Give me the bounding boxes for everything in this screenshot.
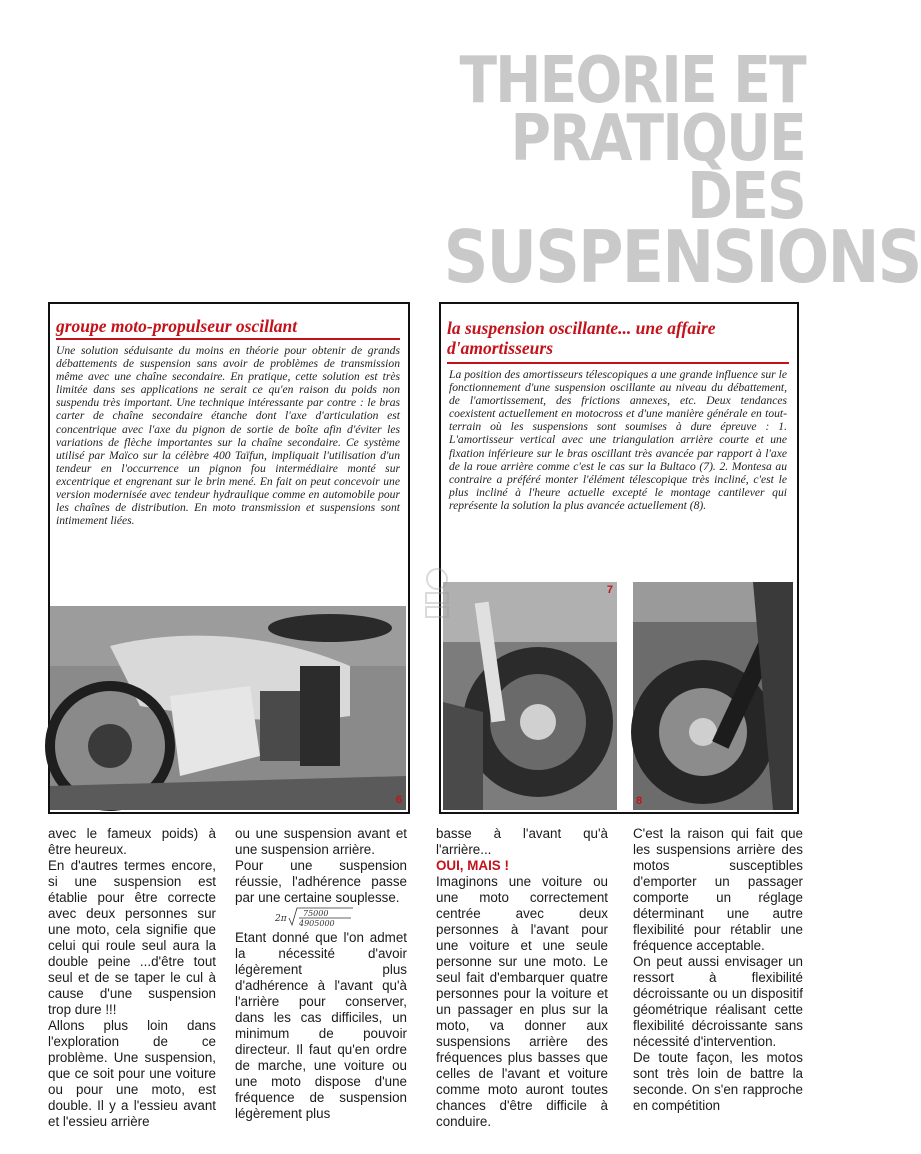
paragraph: Allons plus loin dans l'exploration de ce problème. Une suspension, que ce soit pour une voiture ou pour une moto, est double. Il y a l'essieu avant et l'essieu arrière — [48, 1018, 216, 1129]
article-column-4 — [633, 826, 803, 1148]
paragraph: Pour une suspension réussie, l'adhérence passe par une certaine souplesse. — [235, 858, 407, 905]
paragraph: Imaginons une voiture ou une moto correctement centrée avec deux personnes à l'avant pour une voiture et une seule personne sur une moto. Le seul fait d'embarquer quatre personnes pour la voiture et un passager en plus sur la moto, va donner aux suspensions arrière des fréquences plus basses que celles de l'avant et voiture comme moto auront toutes chances d'être difficile à conduire. — [436, 874, 608, 1129]
page-title — [443, 44, 921, 299]
subheading: OUI, MAIS ! — [436, 858, 509, 873]
paragraph: C'est la raison qui fait que les suspensions arrière des motos susceptibles d'emporter un passager comporte un réglage déterminant une autre flexibilité pour rétablir une fréquence acceptable. — [633, 826, 803, 953]
formula-prefix: 2π — [275, 914, 287, 924]
article-column-3 — [436, 826, 608, 1148]
motorcycle-engine-photo — [50, 606, 406, 810]
paragraph: De toute façon, les motos sont très loin de battre la seconde. On s'en rapproche en compétition — [633, 1050, 803, 1113]
photo-number-7: 7 — [606, 584, 613, 596]
photo-number-8: 8 — [636, 795, 643, 807]
montesa-rear-suspension-photo — [633, 582, 793, 810]
handwritten-formula — [275, 906, 407, 928]
paragraph: Etant donné que l'on admet la nécessité d'avoir légèrement plus d'adhérence à l'avant qu'à l'arrière pour conserver, dans les cas difficiles, un minimum de pouvoir directeur. Il faut qu'en ordre de marche, une voiture ou une moto dispose d'une fréquence de suspension légèrement plus — [235, 930, 407, 1121]
formula-denominator: 4905000 — [299, 919, 335, 928]
photo-number-6: 6 — [395, 794, 402, 806]
paragraph: ou une suspension avant et une suspension arrière. — [235, 826, 407, 857]
article-column-2 — [235, 826, 407, 1148]
heading-underline — [56, 338, 400, 340]
watermark-logo-icon — [420, 565, 454, 621]
box-text: La position des amortisseurs télescopiques a une grande influence sur le fonctionnement d'une suspension oscillante au niveau du débattement, de l'amortissement, des frictions annexes, etc. Deux tendances coexistent actuellement en motocross et d'une manière générale en tout-terrain où les suspensions sont soumises à dure épreuve : 1. L'amortisseur vertical avec une triangulation arrière courte et une fixation inférieure sur le bras oscillant très avancée par rapport à l'axe de la roue arrière comme c'est le cas sur la Bultaco (7). 2. Montesa au contraire a préféré monter l'élément télescopique très incliné, c'est le plus incliné à l'heure actuelle excepté le montage cantilever qui représente la solution la plus avancée actuellement (8). — [449, 368, 787, 512]
box-heading: la suspension oscillante... une affaire d'amortisseurs — [447, 318, 716, 358]
bultaco-rear-wheel-photo — [443, 582, 617, 810]
formula-numerator: 75000 — [303, 909, 329, 918]
paragraph: On peut aussi envisager un ressort à flexibilité décroissante ou un dispositif géométrique réalisant cette flexibilité décroissante sans nécessité d'intervention. — [633, 954, 803, 1049]
paragraph: avec le fameux poids) à être heureux. — [48, 826, 216, 857]
title-line-2: PRATIQUE — [510, 102, 805, 176]
article-column-1 — [48, 826, 216, 1148]
box-heading: groupe moto-propulseur oscillant — [56, 316, 298, 336]
paragraph: basse à l'avant qu'à l'arrière... — [436, 826, 608, 857]
title-line-3: DES — [687, 160, 805, 234]
sidebar-box-swingarm-engine — [48, 302, 410, 814]
paragraph: En d'autres termes encore, si une suspension est établie pour être correcte avec deux personnes sur une moto, cela signifie que celui qui roule seul aura la double peine ...d'être tout seul et de se taper le cul à cause d'une suspension trop dure !!! — [48, 858, 216, 1017]
box-text: Une solution séduisante du moins en théorie pour obtenir de grands débattements de suspension sans avoir de problèmes de transmission même avec une chaîne secondaire. En pratique, cette solution est très limitée dans ses applications ne serait ce qu'en raison du poids non suspendu très important. Une technique intéressante par contre : le bras carter de chaîne secondaire étanche dont l'axe d'articulation est concentrique avec l'axe du pignon de sortie de boîte afin d'éviter les variations de flèche importantes sur la chaîne secondaire. Ce système utilisé par Maïco sur la célèbre 400 Taïfun, impliquait l'utilisation d'un tendeur en l'occurrence un pignon fou intermédiaire monté sur excentrique et engrenant sur le brin mené. En fait on peut concevoir une version modernisée avec tendeur hydraulique comme en automobile pour les chaînes de distribution. En moto transmission et suspensions sont intimement liées. — [56, 344, 400, 528]
heading-underline — [447, 362, 789, 364]
sidebar-box-shock-absorbers — [439, 302, 799, 814]
title-line-1: THEORIE ET — [459, 44, 805, 118]
title-line-4: SUSPENSIONS — [443, 215, 921, 299]
